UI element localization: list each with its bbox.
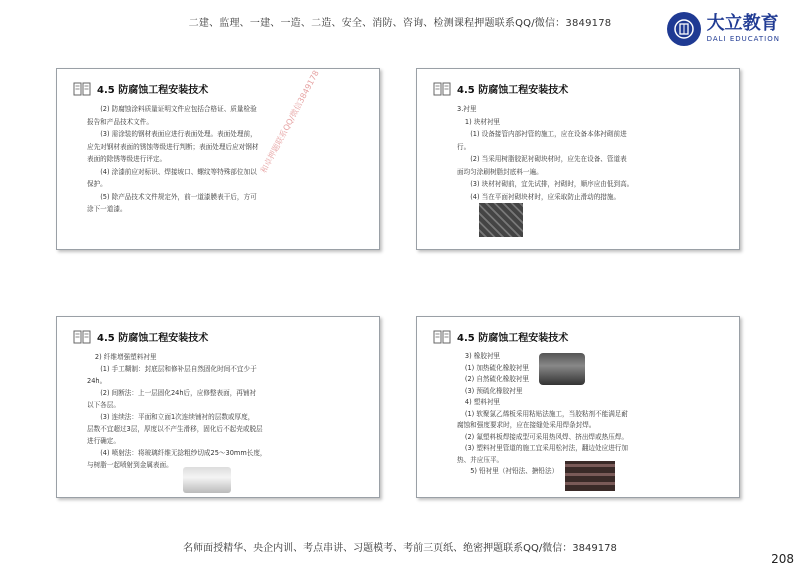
page-number: 208 (771, 552, 794, 566)
text-line: (3) 连续法：平面和立面1次连续铺衬的层数或厚度， (100, 413, 255, 421)
watermark-text: 和卓押题联系QQ/微信3849178 (258, 68, 321, 175)
text-line: 热、并应压平。 (457, 455, 504, 464)
text-line: 进行确定。 (87, 437, 120, 445)
slide-title: 4.5 防腐蚀工程安装技术 (97, 333, 209, 344)
text-line: 3.衬里 (457, 105, 477, 113)
text-line: 报告和产品技术文件。 (87, 117, 153, 126)
book-icon (433, 330, 451, 344)
slide-1 (56, 68, 380, 250)
top-banner-text: 二建、监理、一建、一造、二造、安全、消防、咨询、检测课程押题联系QQ/微信：3849178 (188, 18, 612, 29)
slide-4 (416, 316, 740, 498)
fiber-roll-photo (183, 467, 231, 493)
text-line: (3) 预硫化橡胶衬里 (464, 386, 523, 395)
book-icon (73, 82, 91, 96)
text-line: (4) 当在平面衬砌块材时，应采取防止滑动的措施。 (470, 192, 621, 201)
slide-body (457, 103, 721, 203)
lead-pipes-photo (565, 461, 615, 491)
text-line: 腐蚀和强度要求时，应在接缝处采用焊条封焊。 (457, 421, 596, 429)
text-line: (5) 除产品技术文件规定外，前一道漆膜表干后，方可 (100, 192, 257, 201)
text-line: 4) 塑料衬里 (464, 398, 501, 406)
text-line: (1) 设备接管内部衬管的施工，应在设备本体衬砌前进 (470, 130, 627, 138)
text-line: 24h。 (87, 377, 107, 385)
text-line: 应先对钢材表面的锈蚀等级进行判断；表面处理后应对钢材 (87, 142, 259, 151)
text-line: 面均匀涂刷树脂封底料一遍。 (457, 167, 543, 176)
slide-2 (416, 68, 740, 250)
text-line: 与树脂一起喷射到金属表面。 (87, 461, 173, 469)
block-lining-photo (479, 203, 523, 237)
text-line: 1) 块材衬里 (464, 117, 501, 126)
logo-emblem-icon (667, 12, 701, 46)
slide-body (87, 351, 361, 471)
text-line: 保护。 (87, 180, 107, 188)
bottom-banner-text: 名师面授精华、央企内训、考点串讲、习题模考、考前三页纸、绝密押题联系QQ/微信：3849178 (183, 543, 617, 554)
text-line: 5) 铅衬里（衬铅法、搪铅法） (470, 467, 559, 475)
slide-body (457, 351, 721, 478)
text-line: (2) 氟塑料板焊接成型可采用热风焊、挤出焊或热压焊。 (464, 432, 628, 441)
slide-3 (56, 316, 380, 498)
text-line: (4) 喷射法：将玻璃纤维无捻粗纱切成25～30mm长度， (100, 449, 267, 457)
slide-title: 4.5 防腐蚀工程安装技术 (457, 85, 569, 96)
text-line: 层数不宜超过3层，厚度以不产生滑移，固化后不起壳或脱层 (87, 425, 263, 433)
text-line: (3) 塑料衬里管道的施工宜采用松衬法，翻边处应进行加 (464, 444, 628, 452)
text-line: 表面的除锈等级进行评定。 (87, 155, 167, 163)
text-line: (1) 手工糊制：封底层和修补层自然固化时间不宜少于 (100, 365, 257, 373)
text-line: (1) 软聚氯乙烯板采用粘贴法施工，当胶粘剂不能满足耐 (464, 409, 628, 418)
text-line: 3) 橡胶衬里 (464, 352, 501, 360)
text-line: (2) 防腐蚀涂料质量证明文件应包括合格证、质量检验 (100, 105, 257, 113)
rubber-pipe-photo (539, 353, 585, 385)
text-line: 以下各层。 (87, 401, 120, 409)
slide-body (87, 103, 361, 216)
logo-chinese-name: 大立教育 (706, 13, 779, 34)
text-line: (2) 自然硫化橡胶衬里 (464, 375, 530, 383)
text-line: 涂下一道漆。 (87, 205, 127, 213)
text-line: 2) 纤维增强塑料衬里 (94, 353, 157, 361)
text-line: (2) 间断法：上一层固化24h后，应修整表面，再铺衬 (100, 389, 257, 397)
logo-english-name: DALI EDUCATION (706, 35, 780, 43)
brand-logo (667, 12, 780, 46)
text-line: (4) 涂漆前应对标识、焊接坡口、螺纹等特殊部位加以 (100, 167, 257, 176)
text-line: (3) 块材衬砌前，宜先试排，衬砌时，顺序应由低到高。 (470, 180, 634, 188)
text-line: 行。 (457, 142, 471, 151)
slide-title: 4.5 防腐蚀工程安装技术 (97, 85, 209, 96)
slide-title: 4.5 防腐蚀工程安装技术 (457, 333, 569, 344)
text-line: (3) 需涂装的钢材表面应进行表面处理。表面处理前， (100, 130, 257, 138)
book-icon (73, 330, 91, 344)
book-icon (433, 82, 451, 96)
text-line: (2) 当采用树脂胶泥衬砌块材时，应先在设备、管道表 (470, 155, 627, 163)
text-line: (1) 加热硫化橡胶衬里 (464, 363, 530, 372)
